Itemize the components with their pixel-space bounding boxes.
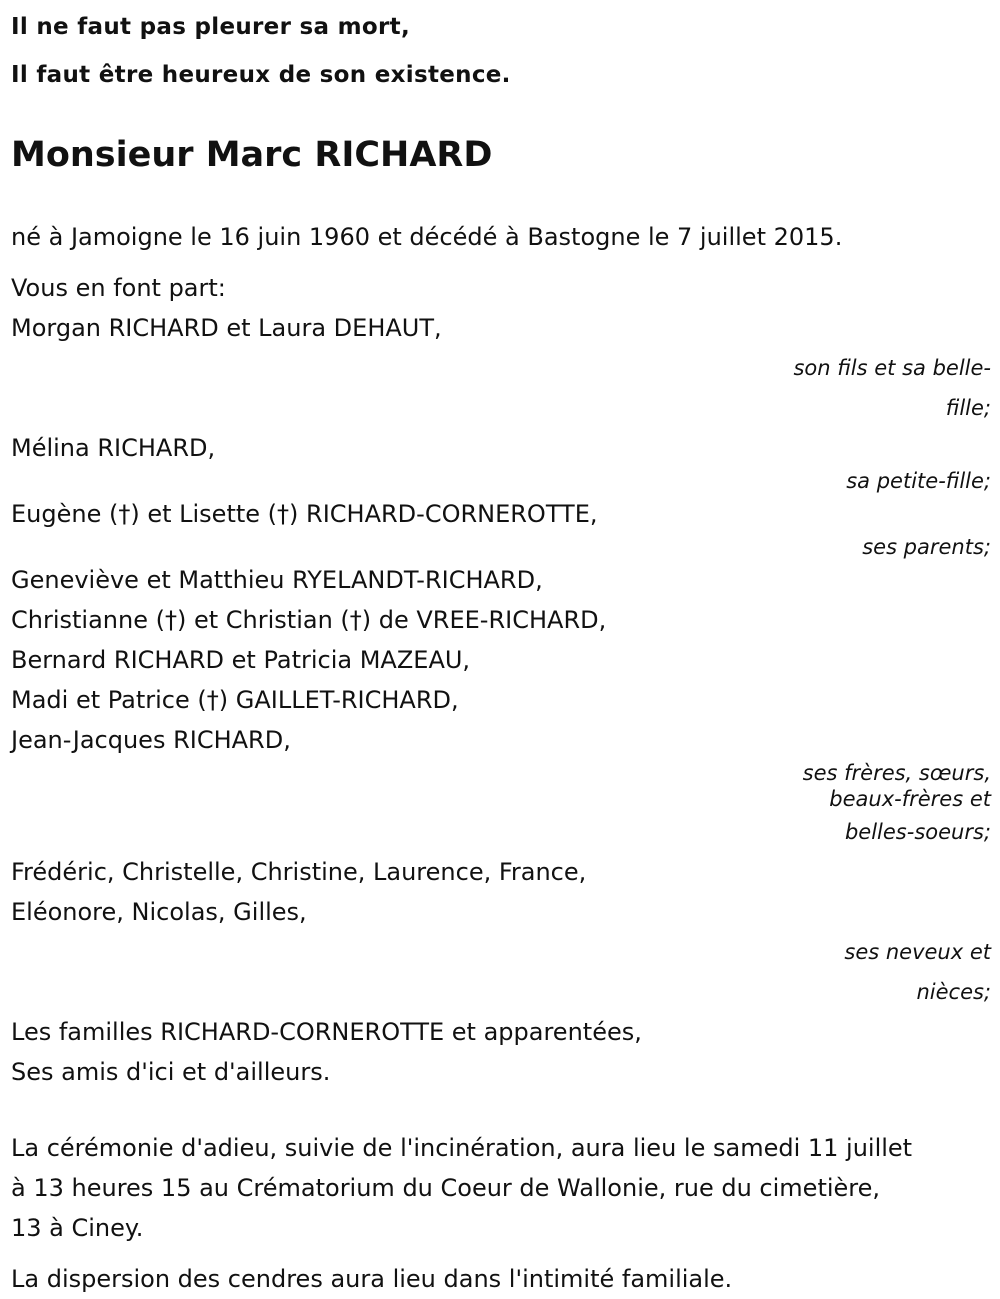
sibling-line-5: Jean-Jacques RICHARD,: [11, 726, 291, 754]
granddaughter-relation: sa petite-fille;: [846, 469, 991, 493]
sibling-line-2: Christianne (†) et Christian (†) de VREE-RICHARD,: [11, 606, 607, 634]
ashes-line: La dispersion des cendres aura lieu dans l'intimité familiale.: [11, 1265, 733, 1293]
son-relation-line-2: fille;: [945, 396, 991, 420]
siblings-relation-line-3: belles-soeurs;: [844, 820, 991, 844]
friends-line: Ses amis d'ici et d'ailleurs.: [11, 1058, 331, 1086]
nephews-relation-line-1: ses neveux et: [844, 940, 991, 964]
parents-names: Eugène (†) et Lisette (†) RICHARD-CORNEROTTE,: [11, 500, 598, 528]
nephews-line-1: Frédéric, Christelle, Christine, Laurence, France,: [11, 858, 587, 886]
son-names: Morgan RICHARD et Laura DEHAUT,: [11, 314, 442, 342]
sibling-line-3: Bernard RICHARD et Patricia MAZEAU,: [11, 646, 471, 674]
ceremony-line-1: La cérémonie d'adieu, suivie de l'incinération, aura lieu le samedi 11 juillet: [11, 1134, 913, 1162]
nephews-line-2: Eléonore, Nicolas, Gilles,: [11, 898, 307, 926]
son-relation-line-1: son fils et sa belle-: [793, 356, 991, 380]
ceremony-line-3: 13 à Ciney.: [11, 1214, 144, 1242]
deceased-name: Monsieur Marc RICHARD: [11, 135, 493, 175]
granddaughter-names: Mélina RICHARD,: [11, 434, 216, 462]
birth-death-line: né à Jamoigne le 16 juin 1960 et décédé à Bastogne le 7 juillet 2015.: [11, 223, 843, 251]
siblings-relation-line-1: ses frères, sœurs,: [802, 761, 991, 785]
announcement-intro: Vous en font part:: [11, 274, 226, 302]
sibling-line-1: Geneviève et Matthieu RYELANDT-RICHARD,: [11, 566, 543, 594]
families-line-1: Les familles RICHARD-CORNEROTTE et apparentées,: [11, 1018, 642, 1046]
parents-relation: ses parents;: [862, 535, 991, 559]
siblings-relation-line-2: beaux-frères et: [829, 787, 991, 811]
quote-line-2: Il faut être heureux de son existence.: [11, 62, 511, 88]
sibling-line-4: Madi et Patrice (†) GAILLET-RICHARD,: [11, 686, 459, 714]
death-notice: [11, 0, 991, 1299]
quote-line-1: Il ne faut pas pleurer sa mort,: [11, 14, 410, 40]
nephews-relation-line-2: nièces;: [916, 980, 991, 1004]
ceremony-line-2: à 13 heures 15 au Crématorium du Coeur de Wallonie, rue du cimetière,: [11, 1174, 881, 1202]
